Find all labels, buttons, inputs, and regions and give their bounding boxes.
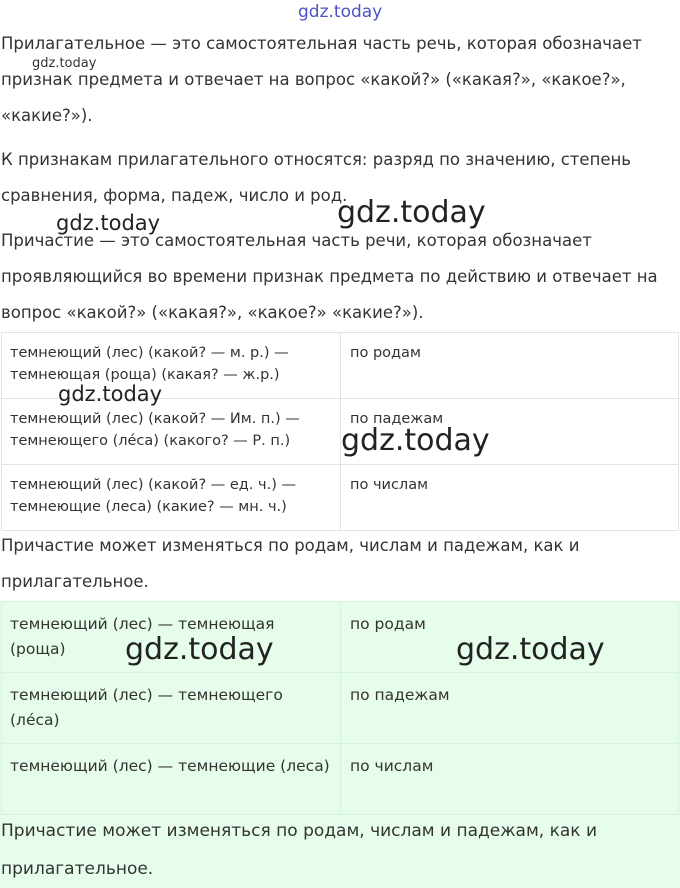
- table-cell-example: темнеющий (лес) (какой? — Им. п.) — темнеющего (ле́са) (какого? — Р. п.): [2, 399, 341, 465]
- table-cell-category: по числам: [341, 744, 679, 815]
- watermark: gdz.today: [456, 632, 605, 667]
- table-cell-category: по родам: [341, 602, 679, 673]
- table-cell-example: темнеющий (лес) — темнеющие (леса): [2, 744, 341, 815]
- watermark: gdz.today: [125, 632, 274, 667]
- watermark: gdz.today: [56, 211, 161, 235]
- watermark: gdz.today: [32, 56, 97, 71]
- table-cell-example: темнеющий (лес) — темнеющего (ле́са): [2, 673, 341, 744]
- paragraph-participle-changes: Причастие может изменяться по родам, числам и падежам, как и прилагательное.: [1, 536, 580, 591]
- table-cell-category: по падежам: [341, 399, 679, 465]
- paragraph-adjective-definition: Прилагательное — это самостоятельная часть речь, которая обозначает признак предмета и отвечает на вопрос «какой?» («какая?», «какое?», «какие?»).: [1, 34, 642, 125]
- table-row: [2, 673, 679, 744]
- table-cell-category: по родам: [341, 333, 679, 399]
- table-cell-example: темнеющий (лес) — темнеющая (роща): [2, 602, 341, 673]
- table-row: [2, 399, 679, 465]
- table-cell-category: по падежам: [341, 673, 679, 744]
- watermark: gdz.today: [341, 423, 490, 458]
- paragraph-adjective-features: К признакам прилагательного относятся: разряд по значению, степень сравнения, форма, падеж, число и род.: [1, 150, 632, 205]
- paragraph-participle-definition: Причастие — это самостоятельная часть речи, которая обозначает проявляющийся во времени признак предмета по действию и отвечает на вопрос «какой?» («какая?», «какое?» «какие?»).: [1, 231, 658, 322]
- table-cell-example: темнеющий (лес) (какой? — ед. ч.) — темнеющие (леса) (какие? — мн. ч.): [2, 465, 341, 531]
- paragraph-final: Причастие может изменяться по родам, числам и падежам, как и прилагательное.: [1, 821, 597, 879]
- table-row: [2, 465, 679, 531]
- table-row: [2, 744, 679, 815]
- participle-change-table: [1, 332, 679, 531]
- watermark-top: gdz.today: [298, 2, 383, 22]
- table-cell-category: по числам: [341, 465, 679, 531]
- table-cell-example: темнеющий (лес) (какой? — м. р.) — темнеющая (роща) (какая? — ж.р.): [2, 333, 341, 399]
- watermark: gdz.today: [337, 195, 486, 230]
- watermark: gdz.today: [58, 382, 163, 406]
